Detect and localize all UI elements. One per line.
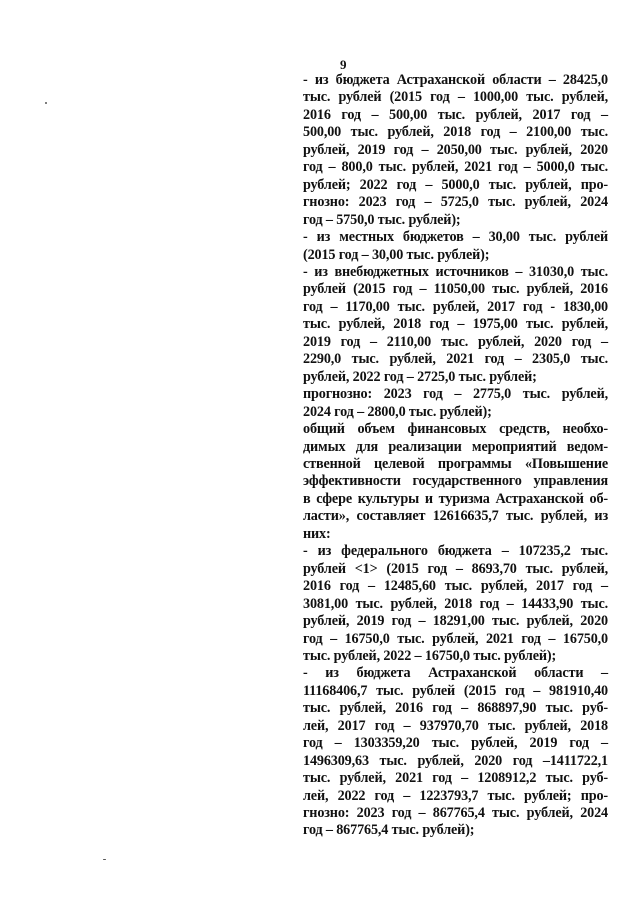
text-line: - из бюджета Астраханской области –: [303, 665, 608, 682]
text-line: 1496309,63 тыс. рублей, 2020 год –1411722,1: [303, 752, 608, 769]
text-line: 2290,0 тыс. рублей, 2021 год – 2305,0 тыс.: [303, 351, 608, 368]
text-line: 3081,00 тыс. рублей, 2018 год – 14433,90 тыс.: [303, 595, 608, 612]
text-line: рублей (2015 год – 11050,00 тыс. рублей, 2016: [303, 281, 608, 298]
text-line: рублей <1> (2015 год – 8693,70 тыс. рублей,: [303, 560, 608, 577]
text-line: - из внебюджетных источников – 31030,0 тыс.: [303, 263, 608, 280]
text-line: тыс. рублей, 2016 год – 868897,90 тыс. руб-: [303, 700, 608, 717]
text-line: год – 16750,0 тыс. рублей, 2021 год – 16750,0: [303, 630, 608, 647]
text-line: 2016 год – 500,00 тыс. рублей, 2017 год –: [303, 106, 608, 123]
text-line: в сфере культуры и туризма Астраханской об-: [303, 490, 608, 507]
text-line: ласти», составляет 12616635,7 тыс. рублей, из: [303, 508, 608, 525]
text-line: рублей, 2019 год – 2050,00 тыс. рублей, 2020: [303, 141, 608, 158]
text-line: лей, 2017 год – 937970,70 тыс. рублей, 2018: [303, 717, 608, 734]
text-line: год – 867765,4 тыс. рублей);: [303, 822, 475, 839]
text-line: (2015 год – 30,00 тыс. рублей);: [303, 246, 490, 263]
page-number: 9: [340, 57, 347, 72]
text-line: тыс. рублей (2015 год – 1000,00 тыс. рублей,: [303, 89, 608, 106]
text-line: рублей; 2022 год – 5000,0 тыс. рублей, про-: [303, 176, 608, 193]
text-line: гнозно: 2023 год – 5725,0 тыс. рублей, 2024: [303, 194, 608, 211]
text-line: рублей, 2019 год – 18291,00 тыс. рублей, 2020: [303, 613, 608, 630]
text-line: рублей, 2022 год – 2725,0 тыс. рублей;: [303, 368, 537, 385]
text-line: - из местных бюджетов – 30,00 тыс. рублей: [303, 229, 608, 246]
text-line: гнозно: 2023 год – 867765,4 тыс. рублей, 2024: [303, 805, 608, 822]
text-line: эффективности государственного управления: [303, 473, 608, 490]
text-line: 500,00 тыс. рублей, 2018 год – 2100,00 тыс.: [303, 124, 608, 141]
text-line: ственной целевой программы «Повышение: [303, 455, 608, 472]
text-line: них:: [303, 525, 331, 542]
text-line: димых для реализации мероприятий ведом-: [303, 438, 608, 455]
text-line: лей, 2022 год – 1223793,7 тыс. рублей; про-: [303, 787, 608, 804]
text-line: год – 1170,00 тыс. рублей, 2017 год - 1830,00: [303, 298, 608, 315]
text-line: 2024 год – 2800,0 тыс. рублей);: [303, 403, 492, 420]
text-line: 2019 год – 2110,00 тыс. рублей, 2020 год –: [303, 333, 608, 350]
scan-speck: [103, 859, 106, 860]
text-line: тыс. рублей, 2021 год – 1208912,2 тыс. руб-: [303, 770, 608, 787]
text-line: год – 1303359,20 тыс. рублей, 2019 год –: [303, 735, 608, 752]
scan-speck: [45, 102, 47, 104]
text-line: - из федерального бюджета – 107235,2 тыс.: [303, 543, 608, 560]
text-line: тыс. рублей, 2022 – 16750,0 тыс. рублей);: [303, 647, 557, 664]
text-line: - из бюджета Астраханской области – 28425,0: [303, 72, 608, 88]
text-line: прогнозно: 2023 год – 2775,0 тыс. рублей,: [303, 386, 608, 403]
text-line: тыс. рублей, 2018 год – 1975,00 тыс. рублей,: [303, 316, 608, 333]
text-line: год – 800,0 тыс. рублей, 2021 год – 5000,0 тыс.: [303, 159, 608, 176]
body-text: [303, 72, 608, 840]
text-line: 2016 год – 12485,60 тыс. рублей, 2017 год –: [303, 578, 608, 595]
text-line: 11168406,7 тыс. рублей (2015 год – 981910,40: [303, 682, 608, 699]
text-line: год – 5750,0 тыс. рублей);: [303, 211, 461, 228]
text-line: общий объем финансовых средств, необхо-: [303, 421, 608, 438]
